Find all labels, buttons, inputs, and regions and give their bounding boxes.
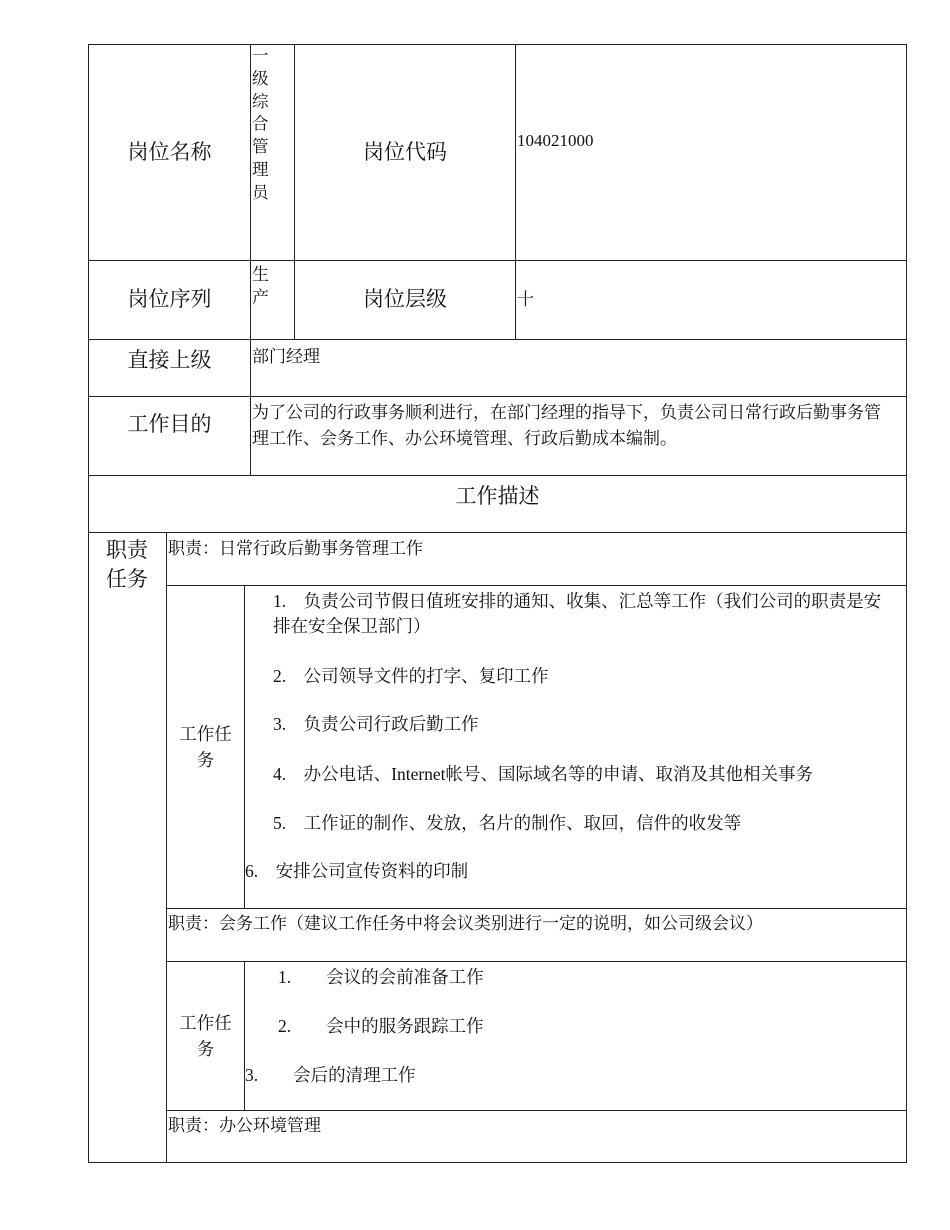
duty-2-task-3: 3. 会后的清理工作 [245, 1065, 416, 1085]
duty-2-task-label: 工作任务 [179, 1012, 232, 1059]
superior-value-cell [250, 339, 907, 397]
duty-1-task-3: 3. 负责公司行政后勤工作 [273, 714, 479, 734]
duty-1-task-label-cell [166, 585, 245, 909]
duty-2-title-cell [166, 908, 907, 962]
duty-3-title: 职责：办公环境管理 [168, 1116, 321, 1135]
duties-label: 职责任务 [106, 538, 148, 592]
position-level-label-cell [294, 260, 516, 340]
duty-3-title-cell [166, 1110, 907, 1163]
duty-1-tasks-cell [244, 585, 907, 909]
position-name-value-cell [250, 44, 295, 261]
position-series-label-cell [88, 260, 251, 340]
duty-2-title: 职责：会务工作（建议工作任务中将会议类别进行一定的说明，如公司级会议） [168, 914, 763, 933]
duty-2-task-2: 2. 会中的服务跟踪工作 [278, 1016, 484, 1036]
duty-1-task-6: 6. 安排公司宣传资料的印制 [245, 861, 469, 881]
position-series-value-cell [250, 260, 295, 340]
superior-value: 部门经理 [252, 347, 320, 366]
position-name-label: 岗位名称 [127, 139, 212, 164]
position-name-value: 一级综合管理员 [252, 46, 269, 202]
purpose-value-cell [250, 396, 907, 476]
duty-1-task-2: 2. 公司领导文件的打字、复印工作 [273, 666, 549, 686]
duty-1-task-5: 5. 工作证的制作、发放，名片的制作、取回，信件的收发等 [273, 813, 742, 833]
duty-2-tasks-cell [244, 961, 907, 1111]
position-code-label: 岗位代码 [363, 139, 447, 164]
duty-1-title-cell [166, 532, 907, 586]
position-name-label-cell [88, 44, 251, 261]
position-series-value: 生产 [252, 265, 269, 308]
position-level-value: 十 [517, 289, 534, 309]
description-title-cell [88, 475, 907, 533]
duty-2-task-label-cell [166, 961, 245, 1111]
duty-1-title: 职责：日常行政后勤事务管理工作 [168, 539, 423, 558]
duties-label-cell [88, 532, 167, 1163]
position-series-label: 岗位序列 [127, 287, 212, 312]
position-level-value-cell [515, 260, 907, 340]
position-code-value: 104021000 [517, 131, 594, 151]
superior-label: 直接上级 [127, 348, 212, 372]
position-code-label-cell [294, 44, 516, 261]
position-code-value-cell [515, 44, 907, 261]
description-title: 工作描述 [455, 484, 540, 508]
purpose-value: 为了公司的行政事务顺利进行，在部门经理的指导下，负责公司日常行政后勤事务管理工作、会务工作、办公环境管理、行政后勤成本编制。 [252, 403, 881, 448]
purpose-label: 工作目的 [127, 412, 212, 436]
duty-1-task-1: 1. 负责公司节假日值班安排的通知、收集、汇总等工作（我们公司的职责是安排在安全保卫部门） [273, 591, 882, 637]
position-level-label: 岗位层级 [363, 287, 447, 312]
superior-label-cell [88, 339, 251, 397]
purpose-label-cell [88, 396, 251, 476]
duty-1-task-label: 工作任务 [179, 723, 232, 770]
duty-2-task-1: 1. 会议的会前准备工作 [278, 967, 484, 987]
duty-1-task-4: 4. 办公电话、Internet帐号、国际域名等的申请、取消及其他相关事务 [273, 764, 814, 784]
